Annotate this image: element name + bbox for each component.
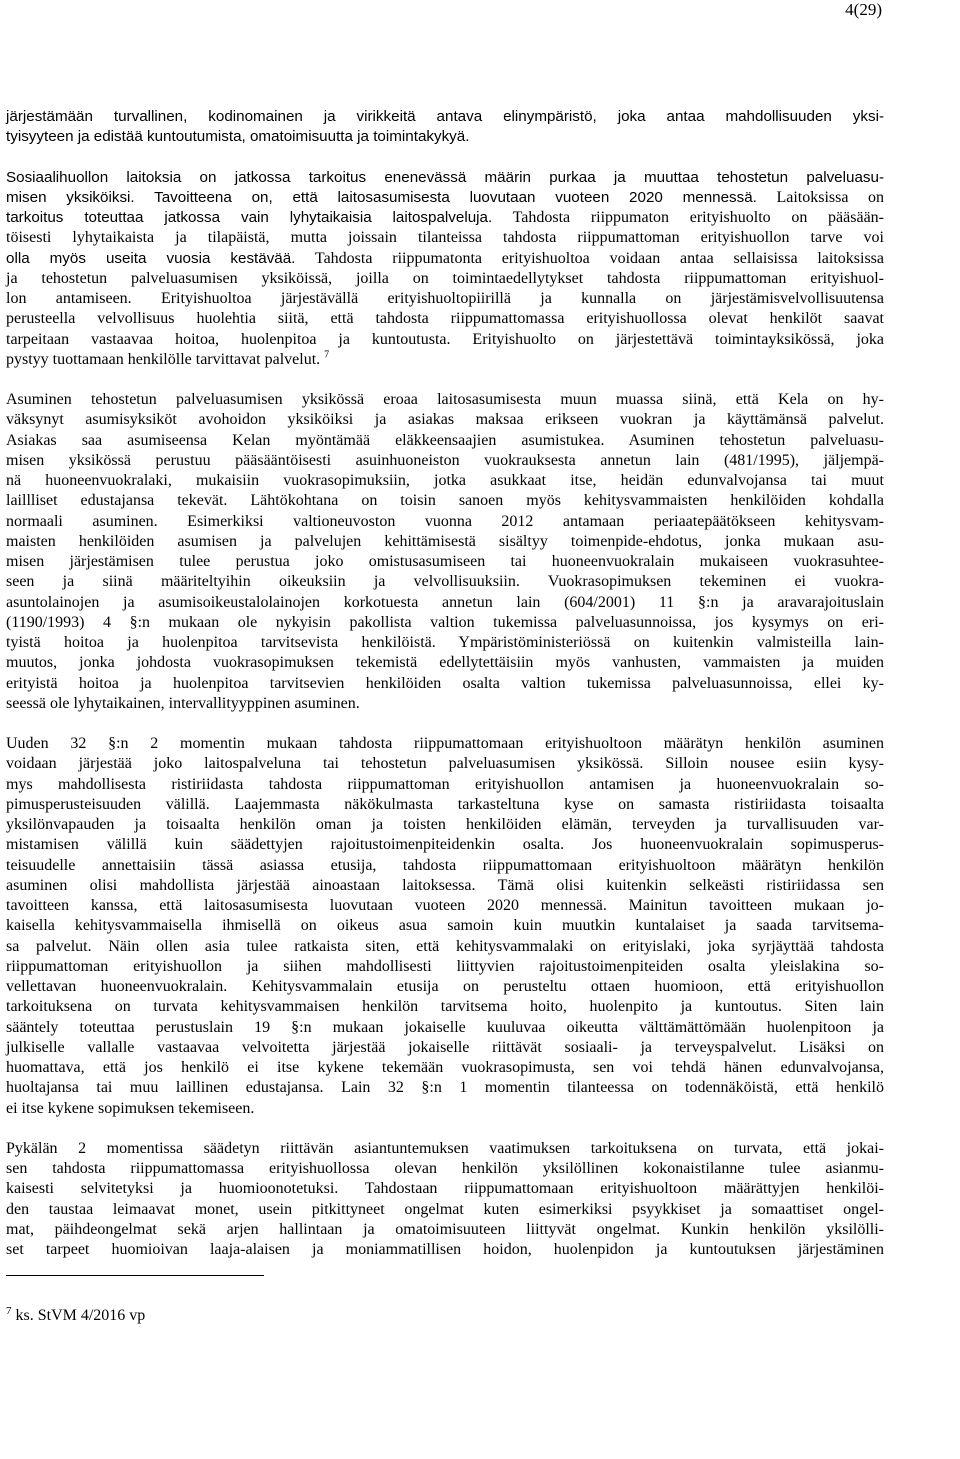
text-segment: Tahdosta riippumaton erityishuolto on pääsään-	[512, 209, 884, 226]
text-line	[6, 249, 884, 269]
text-line: pimusperusteisuuden välillä. Laajemmasta näkökulmasta tarkasteltuna kyse on samasta ristiriidasta toisaalta	[6, 795, 884, 813]
footnote-number: 7	[6, 1304, 12, 1317]
text-segment: misen yksiköiksi. Tavoitteena on, että laitosasumisesta luovutaan vuoteen 2020 mennessä.	[6, 188, 757, 206]
text-line: nä huoneenvuokralaki, mukaisiin vuokrasopimuksiin, jotka asukkaat itse, heidän edunvalvojansa tai muut	[6, 472, 884, 489]
text-line: huomattava, että jos henkilö ei itse kykene tekemään vuokrasopimusta, sen voi tehdä hänen edunvalvojansa,	[6, 1059, 884, 1076]
text-line: asuntolainojen ja asumisoikeustalolainojen korkotuesta annetun lain (604/2001) 11 §:n ja aravarajoituslain	[6, 593, 884, 611]
text-line: mys mahdollisesta ristiriidasta tahdosta riippumattoman erityishuollon antamisen ja huoneenvuokralain so-	[6, 775, 884, 793]
text-line	[6, 208, 884, 228]
text-line: huoltajansa tai muu laillinen edustajansa. Lain 32 §:n 1 momentin tilanteessa on todennäköistä, että henkilö	[6, 1079, 884, 1097]
text-line: kaisesti selvitetyksi ja huomioonotetuksi. Tahdostaan riippumattomaan erityishuoltoon määrättyjen henkilöi-	[6, 1180, 884, 1198]
text-line: voidaan järjestää joko laitospalveluna tai tehostetun palveluasumisen yksikössä. Silloin nousee esiin kysy-	[6, 755, 884, 773]
text-line: yksilönvapauden ja toisaalta henkilön oman ja toisten henkilöiden elämän, terveyden ja turvallisuuden var-	[6, 816, 884, 833]
text-line: misen järjestämisen tulee perustua joko omistusasumiseen tai huoneenvuokralain mukaiseen vuokrasuhtee-	[6, 553, 884, 570]
text-line: mat, päihdeongelmat sekä arjen hallintaan ja omatoimisuuteen liittyvät ongelmat. Kunkin henkilön yksilölli-	[6, 1220, 884, 1238]
text-line: kaisella kehitysvammaisella ihmisellä on oikeus asua samoin kuin muutkin kuntalaiset ja saada tarvitsema-	[6, 917, 884, 935]
text-line: laillliset edustajansa tekevät. Lähtökohtana on toisin sanoen myös kehitysvammaisten henkilöiden kohdalla	[6, 492, 884, 510]
text-line	[6, 188, 884, 208]
text-line: ei itse kykene sopimuksen tekemiseen.	[6, 1099, 255, 1117]
text-segment: Laitoksissa on	[776, 188, 885, 206]
text-line: riippumattoman erityishuollon ja siihen mahdollisesti liittyvien rajoitustoimenpiteiden osalta yleislakina so-	[6, 957, 884, 975]
text-line: tyistä hoitoa ja huolenpitoa tarvitsevista henkilöistä. Ympäristöministeriössä on kuitenkin valmisteilla lain-	[6, 634, 884, 651]
text-line: perusteella velvollisuus huolehtia siitä, että tahdosta riippumattomassa erityishuollossa olevat henkilöt saavat	[6, 310, 884, 328]
paragraph-2	[6, 168, 884, 371]
page-number: 4(29)	[845, 0, 882, 19]
text-line: erityistä hoitoa ja huolenpitoa tarvitsevien henkilöiden osalta valtion tukemissa palveluasunnoissa, ellei ky-	[6, 674, 884, 692]
text-line: teisuudelle annettaisiin tässä asiassa etusija, tahdosta riippumattomaan erityishuoltoon määrätyn henkilön	[6, 856, 884, 874]
text-line: tavoitteen kanssa, että laitosasumisesta luovutaan vuoteen 2020 mennessä. Mainitun tavoitteen mukaan jo-	[6, 897, 884, 914]
paragraph-5	[6, 1139, 884, 1261]
text-line	[6, 350, 884, 370]
text-line: misen yksikössä perustuu pääsääntöisesti asuinhuoneiston vuokrauksesta annetun lain (481/1995), jäljempä-	[6, 451, 884, 469]
text-line: tarkoituksena on turvata kehitysvammaisen henkilön tarvitsema hoito, huolenpito ja kuntoutus. Siten lain	[6, 998, 884, 1016]
text-line: muutos, jonka johdosta vuokrasopimuksen tekemistä edellytettäisiin myös vanhusten, vammaisten ja muiden	[6, 654, 884, 672]
text-line: Uuden 32 §:n 2 momentin mukaan tahdosta riippumattomaan erityishuoltoon määrätyn henkilön asuminen	[6, 735, 884, 752]
footnote-text: ks. StVM 4/2016 vp	[15, 1307, 146, 1324]
text-line: seessä ole lyhytaikainen, intervallityyppinen asuminen.	[6, 694, 360, 712]
text-line: asuminen olisi mahdollista järjestää ainoastaan laitoksessa. Tämä olisi kuitenkin selkeästi ristiriidassa sen	[6, 876, 884, 894]
text-segment: olla myös useita vuosia kestävää.	[6, 249, 296, 267]
text-line: set tarpeet huomioivan laaja-alaisen ja moniammatillisen hoidon, huolenpidon ja kuntoutuksen järjestäminen	[6, 1241, 884, 1258]
text-line: den taustaa leimaavat monet, usein pitkittyneet ongelmat kuten esimerkiksi psyykkiset ja somaattiset ongel-	[6, 1200, 884, 1218]
text-line: tarpeitaan vastaavaa hoitoa, huolenpitoa ja kuntoutusta. Erityishuolto on järjestettävä toimintayksikössä, joka	[6, 330, 884, 348]
text-line: (1190/1993) 4 §:n mukaan ole nykyisin pakollista valtion tukemissa palveluasunnoissa, jos kysymys on eri-	[6, 613, 884, 631]
text-segment: Tahdosta riippumatonta erityishuoltoa voidaan antaa sellaisissa laitoksissa	[314, 249, 884, 267]
text-line: sen tahdosta riippumattomassa erityishuollossa olevan henkilön yksilöllinen kokonaistilanne tulee asianmu-	[6, 1160, 884, 1177]
text-line: Asiakas saa asumiseensa Kelan myöntämää eläkkeensaajien asumistukea. Asuminen tehostetun palveluasu-	[6, 431, 884, 449]
text-segment: pystyy tuottamaan henkilölle tarvittavat palvelut.	[6, 350, 321, 368]
text-line: töisesti lyhytaikaista ja tilapäistä, mutta joissain tilanteissa tahdosta riippumattoman erityishuollon tarve voi	[6, 229, 884, 247]
text-segment: tarkoitus toteuttaa jatkossa vain lyhytaikaisia laitospalveluja.	[6, 209, 493, 226]
text-line: lon antamiseen. Erityishuoltoa järjestävällä erityishuoltopiirillä ja kunnalla on järjestämisvelvollisuutensa	[6, 290, 884, 307]
footnote-divider	[6, 1275, 264, 1276]
text-line: sa palvelut. Näin ollen asia tulee ratkaista siten, että kehitysvammalaki on erityislaki, joka syrjäyttää tahdosta	[6, 937, 884, 955]
text-line: normaali asuminen. Esimerkiksi valtioneuvoston vuonna 2012 antamaan periaatepäätökseen kehitysvam-	[6, 512, 884, 530]
text-line: maisten henkilöiden asumisen ja palvelujen kehittämisestä sisältyy toimenpide-ehdotus, jonka mukaan asu-	[6, 532, 884, 550]
text-line: julkiselle vallalle vastaavaa velvoitetta järjestää jokaiselle riittävät sosiaali- ja terveyspalvelut. Lisäksi on	[6, 1038, 884, 1056]
paragraph-4	[6, 734, 884, 1119]
footnote-reference[interactable]: 7	[324, 349, 330, 361]
footnote	[6, 1306, 145, 1326]
text-line: tyisyyteen ja edistää kuntoutumista, omatoimisuutta ja toimintakykyä.	[6, 128, 470, 146]
text-line: Sosiaalihuollon laitoksia on jatkossa tarkoitus enenevässä määrin purkaa ja muuttaa tehostetun palveluasu-	[6, 168, 884, 186]
text-line: Pykälän 2 momentissa säädetyn riittävän asiantuntemuksen vaatimuksen tarkoituksena on turvata, että jokai-	[6, 1139, 884, 1157]
text-line: väksynyt asumisyksiköt avohoidon yksiköiksi ja asiakas maksaa erikseen vuokran ja käyttämänsä palvelut.	[6, 411, 884, 429]
text-line: vellettavan huoneenvuokralain. Kehitysvammalain etusija on perusteltu ottaen huomioon, että erityishuollon	[6, 978, 884, 995]
text-line: ja tehostetun palveluasumisen yksiköissä, joilla on toimintaedellytykset tahdosta riippumattoman erityishuol-	[6, 269, 884, 287]
text-line: mistamisen välillä kuin säädettyjen rajoitustoimenpiteidenkin osalta. Jos huoneenvuokralain sopimusperus-	[6, 836, 884, 854]
text-line: seen ja siinä määriteltyihin oikeuksiin ja velvollisuuksiin. Vuokrasopimuksen tekeminen ei vuokra-	[6, 573, 884, 591]
text-line: Asuminen tehostetun palveluasumisen yksikössä eroaa laitosasumisesta muun muassa siinä, että Kela on hy-	[6, 391, 884, 408]
paragraph-1	[6, 107, 884, 148]
text-line: sääntely toteuttaa perustuslain 19 §:n mukaan jokaiselle kuuluvaa oikeutta välttämättömään huolenpitoon ja	[6, 1018, 884, 1036]
text-line: järjestämään turvallinen, kodinomainen ja virikkeitä antava elinympäristö, joka antaa mahdollisuuden yksi-	[6, 108, 884, 125]
paragraph-3	[6, 390, 884, 714]
body-text	[6, 107, 884, 1280]
